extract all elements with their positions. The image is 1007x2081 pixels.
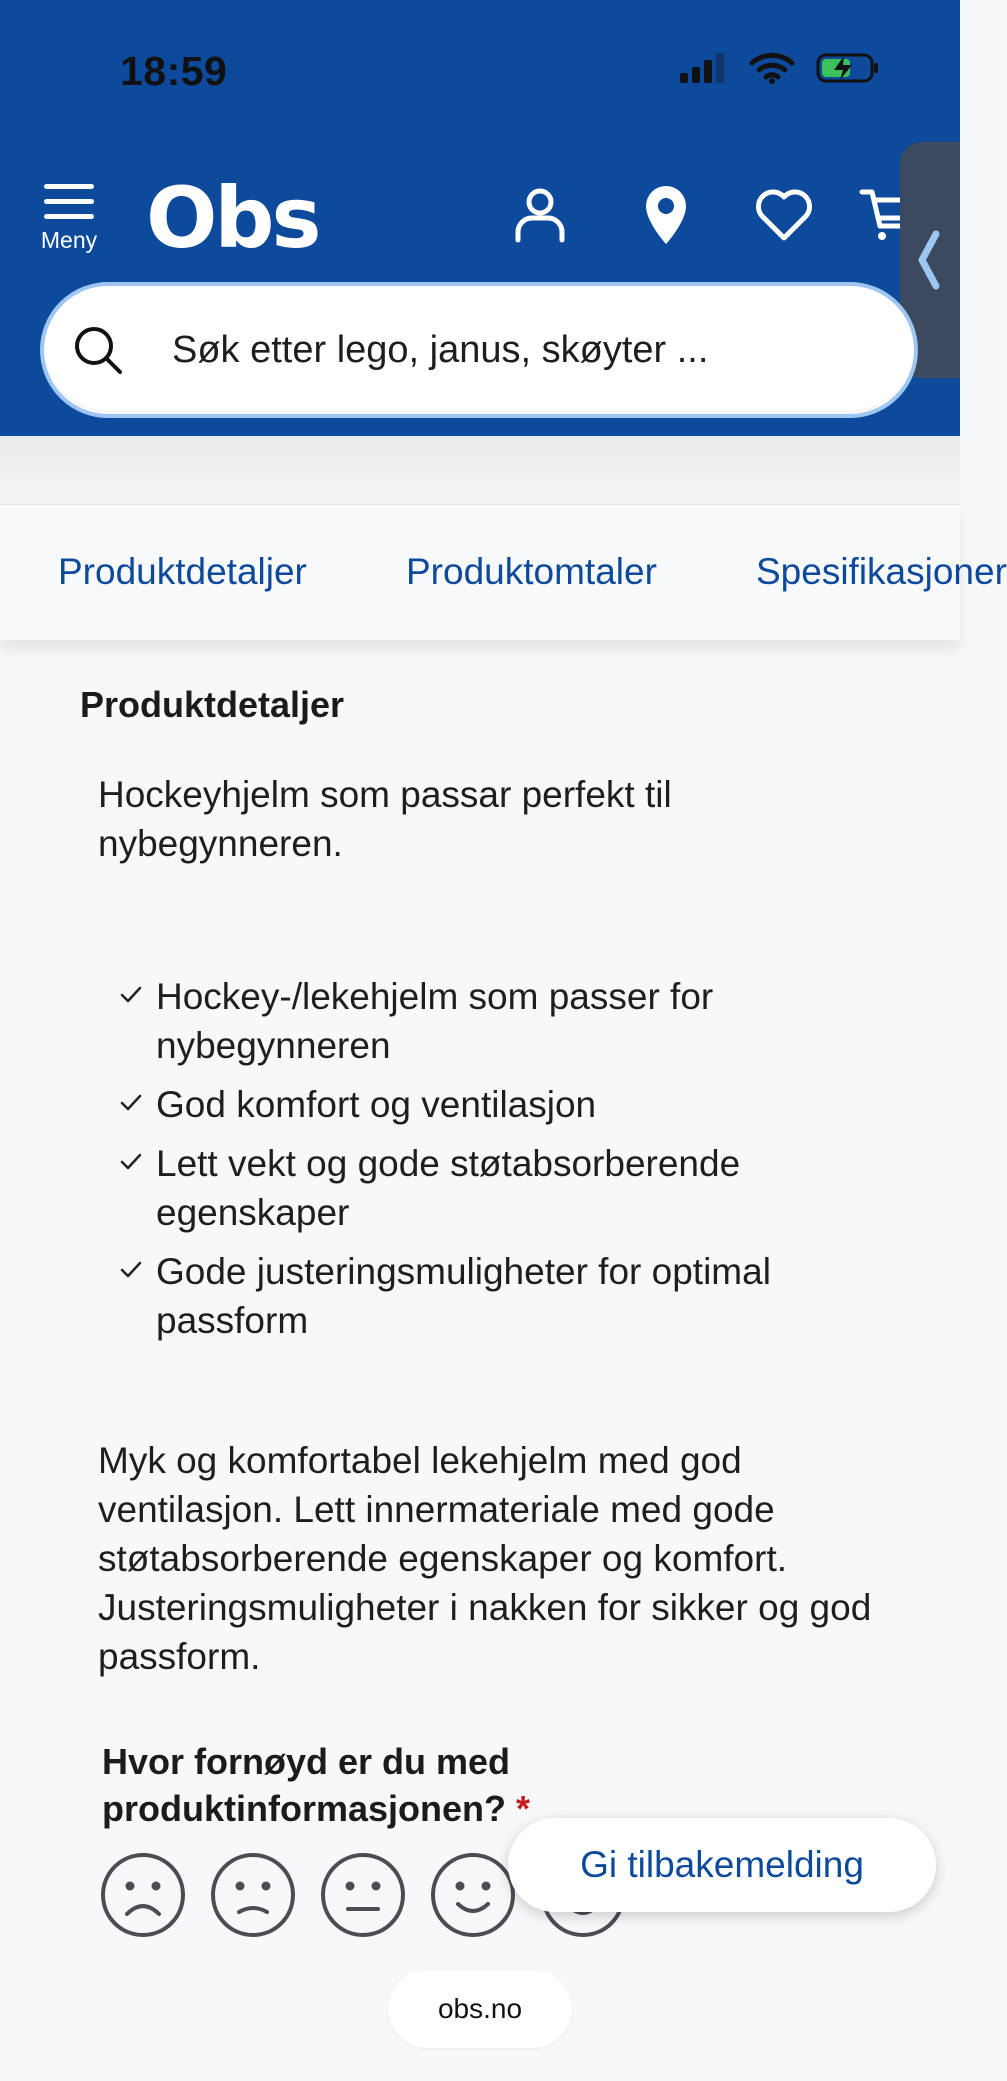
status-bar bbox=[0, 0, 960, 140]
neutral-face-icon[interactable] bbox=[320, 1852, 406, 1938]
check-icon bbox=[118, 1090, 144, 1116]
search-bar[interactable] bbox=[40, 282, 918, 418]
tab-produktomtaler[interactable]: Produktomtaler bbox=[406, 551, 657, 592]
tab-spesifikasjoner[interactable]: Spesifikasjoner bbox=[756, 551, 1007, 592]
feature-item bbox=[118, 1080, 878, 1129]
feature-item bbox=[118, 1139, 878, 1237]
account-icon[interactable] bbox=[508, 182, 572, 246]
very-sad-face-icon[interactable] bbox=[100, 1852, 186, 1938]
sad-face-icon[interactable] bbox=[210, 1852, 296, 1938]
divider-band bbox=[0, 436, 960, 506]
tab-produktdetaljer[interactable]: Produktdetaljer bbox=[58, 551, 307, 592]
status-icons bbox=[678, 52, 880, 84]
browser-url-bar[interactable]: obs.no bbox=[388, 1970, 572, 2048]
feature-list bbox=[118, 972, 878, 1355]
hamburger-icon bbox=[44, 184, 94, 229]
search-input[interactable]: Søk etter lego, janus, skøyter ... bbox=[172, 328, 709, 371]
check-icon bbox=[118, 982, 144, 1008]
battery-charging-icon bbox=[816, 52, 880, 84]
feedback-question-text: Hvor fornøyd er du med produktinformasjonen? bbox=[102, 1741, 511, 1829]
search-icon bbox=[72, 324, 124, 376]
site-header bbox=[0, 0, 960, 436]
signal-icon bbox=[678, 53, 728, 83]
menu-label: Meny bbox=[40, 227, 98, 253]
status-time: 18:59 bbox=[120, 48, 228, 94]
feature-text: Lett vekt og gode støtabsorberende egenskaper bbox=[156, 1143, 741, 1233]
feature-text: Gode justeringsmuligheter for optimal passform bbox=[156, 1251, 771, 1341]
feature-text: God komfort og ventilasjon bbox=[156, 1084, 597, 1125]
location-icon[interactable] bbox=[634, 182, 698, 246]
feature-item bbox=[118, 1247, 878, 1345]
happy-face-icon[interactable] bbox=[430, 1852, 516, 1938]
nav-row bbox=[0, 170, 960, 270]
product-description: Myk og komfortabel lekehjelm med god ventilasjon. Lett innermateriale med gode støtabsorberende egenskaper og komfort. Justeringsmuligheter i nakken for sikker og god passform. bbox=[98, 1440, 872, 1677]
obs-logo[interactable]: Obs bbox=[146, 169, 319, 267]
section-title: Produktdetaljer bbox=[80, 684, 345, 725]
feature-item bbox=[118, 972, 878, 1070]
feedback-question bbox=[102, 1738, 622, 1832]
give-feedback-button[interactable]: Gi tilbakemelding bbox=[508, 1818, 936, 1912]
check-icon bbox=[118, 1149, 144, 1175]
menu-button[interactable] bbox=[34, 184, 104, 264]
feature-text: Hockey-/lekehjelm som passer for nybegynneren bbox=[156, 976, 714, 1066]
check-icon bbox=[118, 1257, 144, 1283]
required-marker: * bbox=[516, 1788, 531, 1829]
heart-icon[interactable] bbox=[752, 182, 816, 246]
product-intro: Hockeyhjelm som passar perfekt til nybegynneren. bbox=[98, 774, 672, 864]
wifi-icon bbox=[750, 52, 794, 84]
product-tabs bbox=[0, 504, 1007, 640]
